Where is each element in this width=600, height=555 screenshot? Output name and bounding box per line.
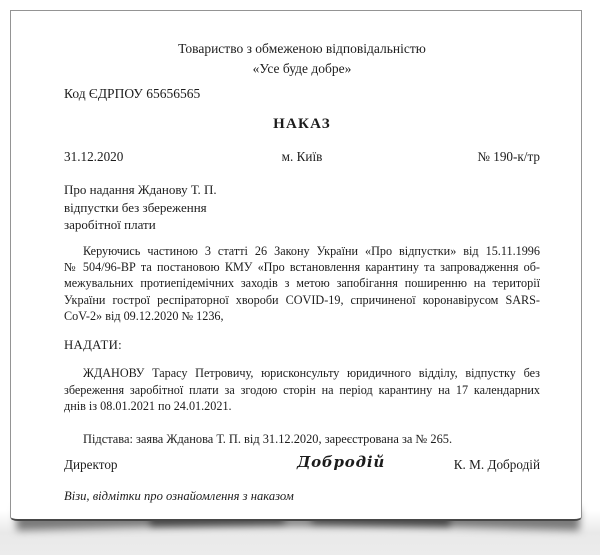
subject-line: заробітної плати: [64, 217, 156, 232]
preamble-paragraph: [64, 243, 540, 324]
order-line: ЖДАНОВУ Тарасу Петровичу, юрисконсульту юридичного відділу, відпустку без: [83, 366, 540, 380]
company-code: Код ЄДРПОУ 65656565: [64, 86, 201, 101]
subject-block: [64, 181, 540, 234]
signer-name: К. М. Добродій: [453, 457, 540, 472]
document-number: № 190-к/тр: [477, 149, 540, 164]
subject-line: відпустки без збереження: [64, 199, 207, 215]
preamble-line: України гострої респіраторної хвороби COVID-19, спричиненої коронавірусом SARS-: [64, 292, 540, 307]
subject-line: Про надання Жданову Т. П.: [64, 182, 217, 197]
document-meta-row: [64, 149, 540, 167]
signature-row: [64, 453, 540, 479]
preamble-line: Керуючись частиною 3 статті 26 Закону України «Про відпустки» від 15.11.1996: [83, 244, 540, 258]
organization-name-line1: Товариство з обмеженою відповідальністю: [178, 41, 426, 56]
organization-name-line2: «Усе буде добре»: [252, 61, 352, 76]
document-sheet: [10, 10, 582, 521]
directive-heading: НАДАТИ:: [64, 338, 123, 352]
preamble-line: № 504/96-ВР та постановою КМУ «Про встановлення карантину та запровадження об-: [64, 260, 540, 275]
order-line: днів із 08.01.2021 по 24.01.2021.: [64, 399, 232, 414]
handwritten-signature: Добродій: [296, 453, 386, 471]
order-line: збереження заробітної плати за згодою сторін на період карантину на 17 календарних: [64, 382, 540, 397]
order-paragraph: [64, 365, 540, 415]
preamble-line: межувальних протиепідемічних заходів з метою запобігання поширенню на території: [64, 276, 540, 291]
footer-note: Візи, відмітки про ознайомлення з наказом: [64, 489, 294, 503]
basis-line: Підстава: заява Жданова Т. П. від 31.12.2020, зареєстрована за № 265.: [83, 432, 453, 446]
preamble-line: CoV-2» від 09.12.2020 № 1236,: [64, 308, 224, 323]
organization-name: [64, 39, 540, 79]
signer-position: Директор: [64, 457, 118, 472]
document-date: 31.12.2020: [64, 149, 124, 164]
document-city: м. Київ: [281, 149, 323, 164]
document-title: НАКАЗ: [273, 116, 331, 132]
